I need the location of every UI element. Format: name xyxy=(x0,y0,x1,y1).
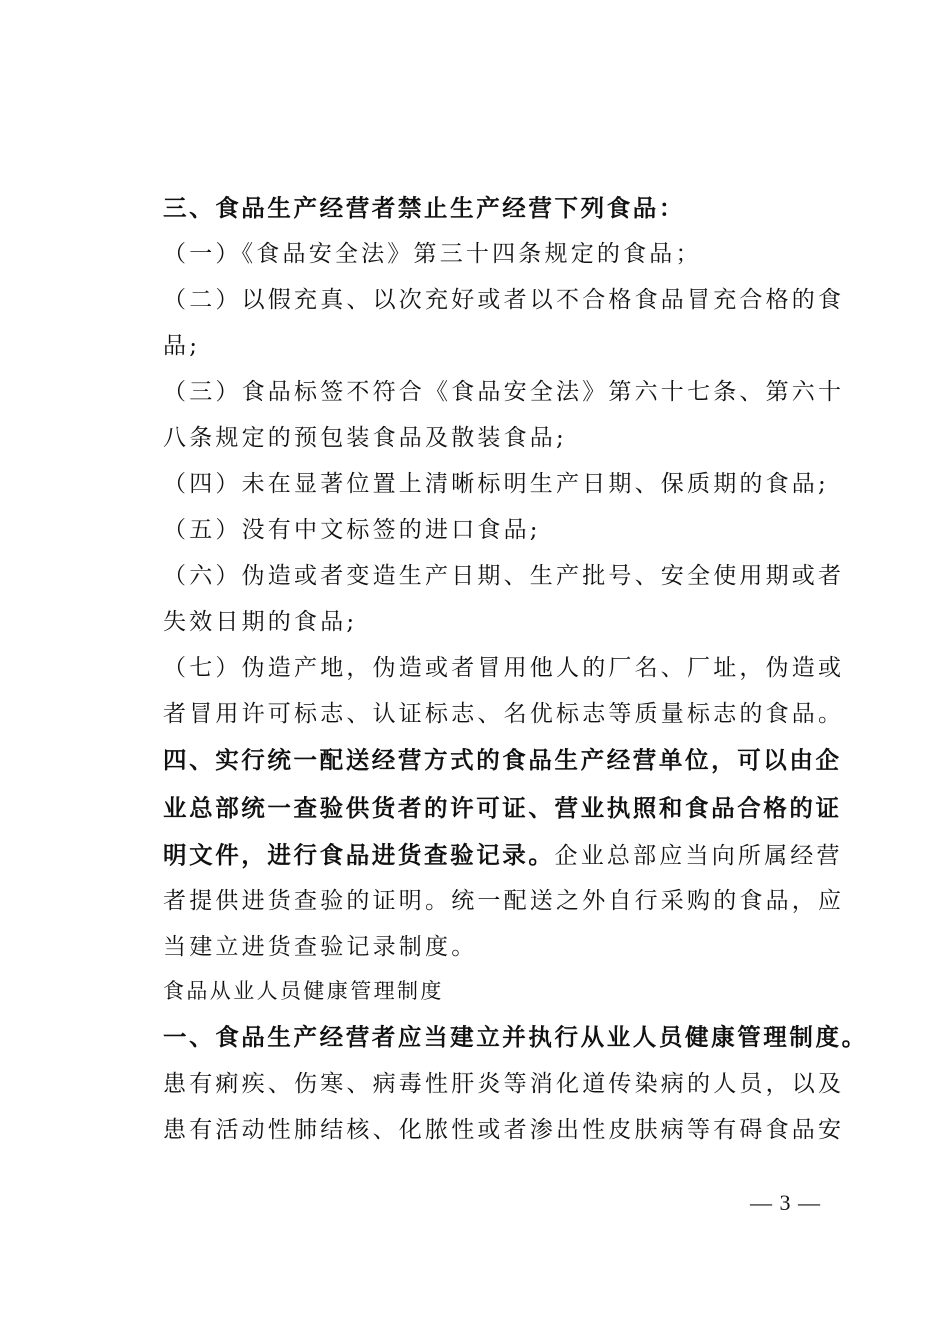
section-4-body: 者提供进货查验的证明。统一配送之外自行采购的食品，应 xyxy=(163,888,845,914)
list-item-1: （一）《食品安全法》第三十四条规定的食品； xyxy=(163,241,702,267)
page-number: — 3 — xyxy=(750,1190,821,1215)
list-item-7-cont: 者冒用许可标志、认证标志、名优标志等质量标志的食品。 xyxy=(163,701,845,727)
section-1-body-cont: 患有活动性肺结核、化脓性或者渗出性皮肤病等有碍食品安 xyxy=(163,1117,845,1143)
section-4-body-cont: 当建立进货查验记录制度。 xyxy=(163,934,478,960)
list-item-7: （七）伪造产地，伪造或者冒用他人的厂名、厂址，伪造或 xyxy=(163,655,845,681)
list-item-4: （四）未在显著位置上清晰标明生产日期、保质期的食品; xyxy=(163,471,829,497)
section-1-body: 患有痢疾、伤寒、病毒性肝炎等消化道传染病的人员，以及 xyxy=(163,1071,845,1097)
section-heading-4-end: 明文件，进行食品进货查验记录。 xyxy=(163,841,555,869)
section-4-body-start: 企业总部应当向所属经营 xyxy=(554,843,843,869)
subsection-title: 食品从业人员健康管理制度 xyxy=(163,979,444,1003)
list-item-6: （六）伪造或者变造生产日期、生产批号、安全使用期或者 xyxy=(163,563,845,589)
list-item-2-cont: 品; xyxy=(163,333,201,359)
list-item-3-cont: 八条规定的预包装食品及散装食品; xyxy=(163,425,567,451)
section-heading-1: 一、食品生产经营者应当建立并执行从业人员健康管理制度。 xyxy=(163,1023,868,1051)
section-4-mixed-line xyxy=(163,840,843,871)
section-heading-4: 四、实行统一配送经营方式的食品生产经营单位，可以由企 xyxy=(163,746,842,774)
section-heading-4-cont: 业总部统一查验供货者的许可证、营业执照和食品合格的证 xyxy=(163,794,842,822)
section-heading-3: 三、食品生产经营者禁止生产经营下列食品： xyxy=(163,194,685,222)
list-item-2: （二）以假充真、以次充好或者以不合格食品冒充合格的食 xyxy=(163,287,845,313)
list-item-6-cont: 失效日期的食品; xyxy=(163,609,358,635)
list-item-5: （五）没有中文标签的进口食品; xyxy=(163,517,541,543)
list-item-3: （三）食品标签不符合《食品安全法》第六十七条、第六十 xyxy=(163,379,845,405)
